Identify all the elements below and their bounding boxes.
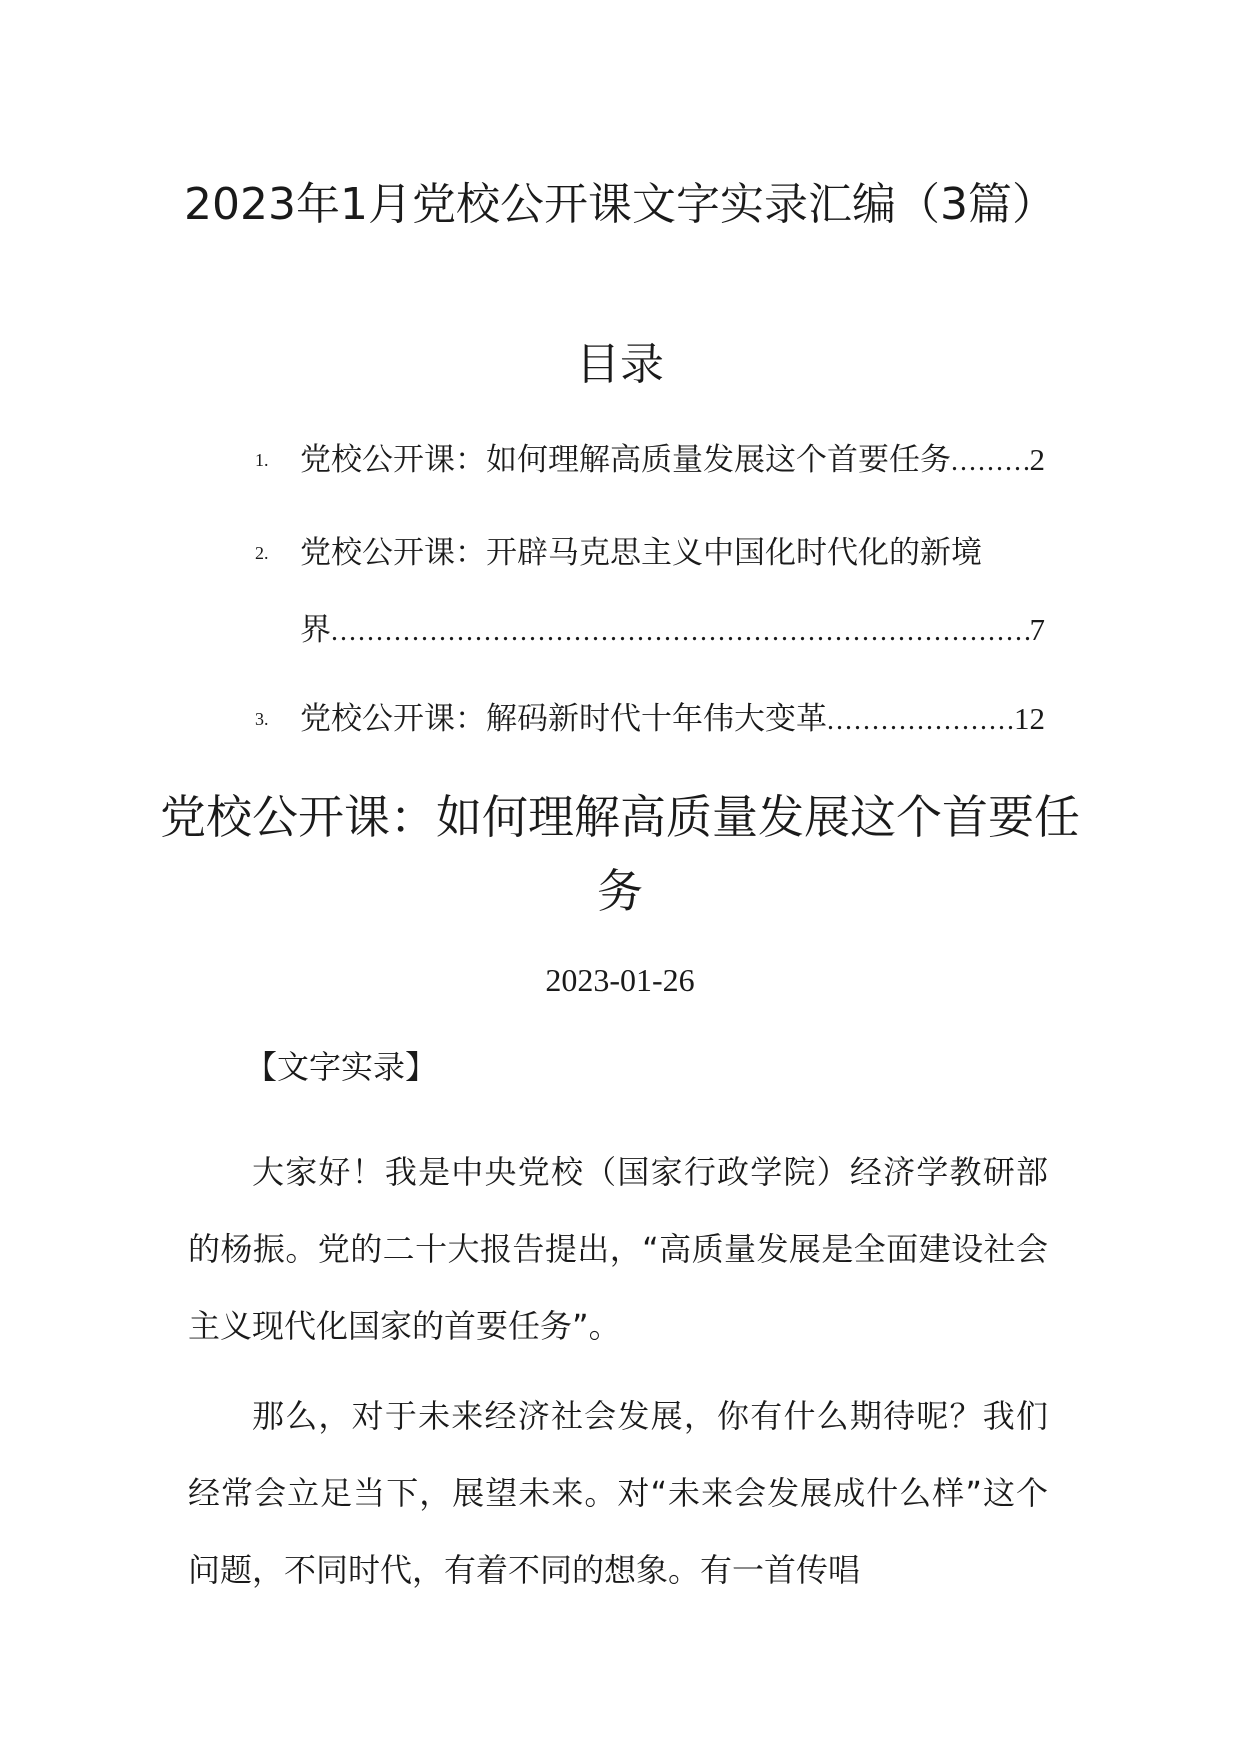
toc-entry-text: 党校公开课：开辟马克思主义中国化时代化的新境	[300, 535, 982, 571]
toc-entry-text: 党校公开课：解码新时代十年伟大变革	[300, 701, 827, 737]
toc-entry-page: 2	[1029, 442, 1045, 477]
toc-dot-leader	[331, 612, 1030, 652]
body-paragraph-2: 那么，对于未来经济社会发展，你有什么期待呢？我们经常会立足当下，展望未来。对“未来会发展成什么样”这个问题，不同时代，有着不同的想象。有一首传唱	[188, 1397, 1048, 1589]
toc-entry-number: 3.	[255, 709, 269, 729]
document-title: 2023年1月党校公开课文字实录汇编（3篇）	[184, 179, 1056, 230]
toc-heading: 目录	[576, 339, 664, 390]
section-title: 党校公开课：如何理解高质量发展这个首要任务	[160, 790, 1080, 918]
toc-dot-leader	[951, 442, 1030, 482]
toc-entry-page: 7	[1029, 612, 1045, 647]
body-paragraph-1: 大家好！我是中央党校（国家行政学院）经济学教研部的杨振。党的二十大报告提出，“高质量发展是全面建设社会主义现代化国家的首要任务”。	[188, 1153, 1048, 1345]
toc-entry-text-continued: 界	[300, 612, 331, 648]
toc-entry-text: 党校公开课：如何理解高质量发展这个首要任务	[300, 442, 951, 478]
transcript-label: 【文字实录】	[245, 1048, 438, 1086]
toc-entry-number: 2.	[255, 543, 269, 563]
toc-dot-leader	[827, 701, 1014, 741]
publish-date: 2023-01-26	[545, 962, 695, 998]
toc-entry-page: 12	[1014, 701, 1045, 736]
toc-entry-number: 1.	[255, 450, 269, 470]
